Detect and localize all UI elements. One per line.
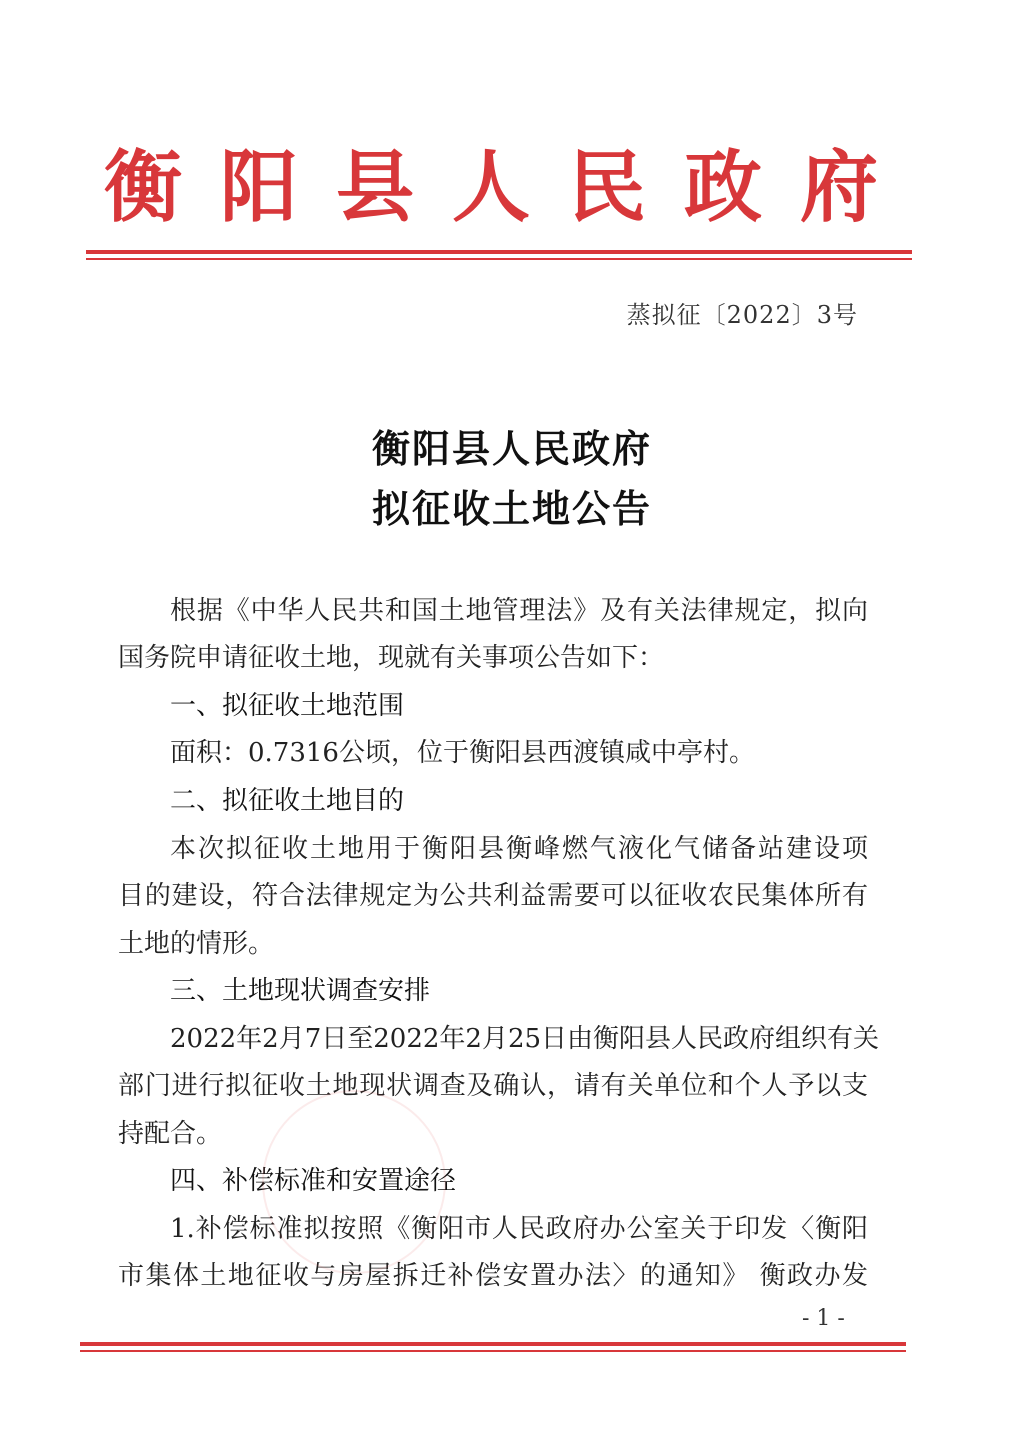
paragraph-line: 国务院申请征收土地，现就有关事项公告如下： — [118, 643, 665, 673]
paragraph-line: 部门进行拟征收土地现状调查及确认，请有关单位和个人予以支 — [118, 1071, 868, 1101]
paragraph-line: 1.补偿标准拟按照《衡阳市人民政府办公室关于印发〈衡阳 — [170, 1214, 868, 1244]
paragraph-line: 根据《中华人民共和国土地管理法》及有关法律规定，拟向 — [170, 596, 868, 626]
section-heading: 四、补偿标准和安置途径 — [170, 1166, 457, 1196]
paragraph-line: 本次拟征收土地用于衡阳县衡峰燃气液化气储备站建设项 — [170, 834, 868, 864]
masthead-title: 衡阳县人民政府 — [103, 142, 916, 233]
footer-red-rule — [80, 1342, 906, 1352]
document-title-line2: 拟征收土地公告 — [371, 486, 652, 531]
section-heading: 一、拟征收土地范围 — [170, 691, 405, 721]
section-heading: 二、拟征收土地目的 — [170, 786, 405, 816]
faint-seal-stamp — [262, 1090, 446, 1274]
paragraph-line: 面积：0.7316公顷，位于衡阳县西渡镇咸中亭村。 — [170, 738, 755, 768]
paragraph-line: 市集体土地征收与房屋拆迁补偿安置办法〉的通知》 衡政办发 — [118, 1261, 868, 1291]
paragraph-line: 土地的情形。 — [118, 929, 275, 959]
page-number: - 1 - — [802, 1306, 845, 1331]
paragraph-line: 2022年2月7日至2022年2月25日由衡阳县人民政府组织有关 — [170, 1024, 880, 1054]
section-heading: 三、土地现状调查安排 — [170, 976, 431, 1006]
document-title-line1: 衡阳县人民政府 — [371, 426, 652, 471]
document-number: 蒸拟征〔2022〕3号 — [626, 301, 858, 329]
masthead-red-rule — [86, 250, 912, 260]
paragraph-line: 持配合。 — [118, 1119, 223, 1149]
paragraph-line: 目的建设，符合法律规定为公共利益需要可以征收农民集体所有 — [118, 881, 868, 911]
